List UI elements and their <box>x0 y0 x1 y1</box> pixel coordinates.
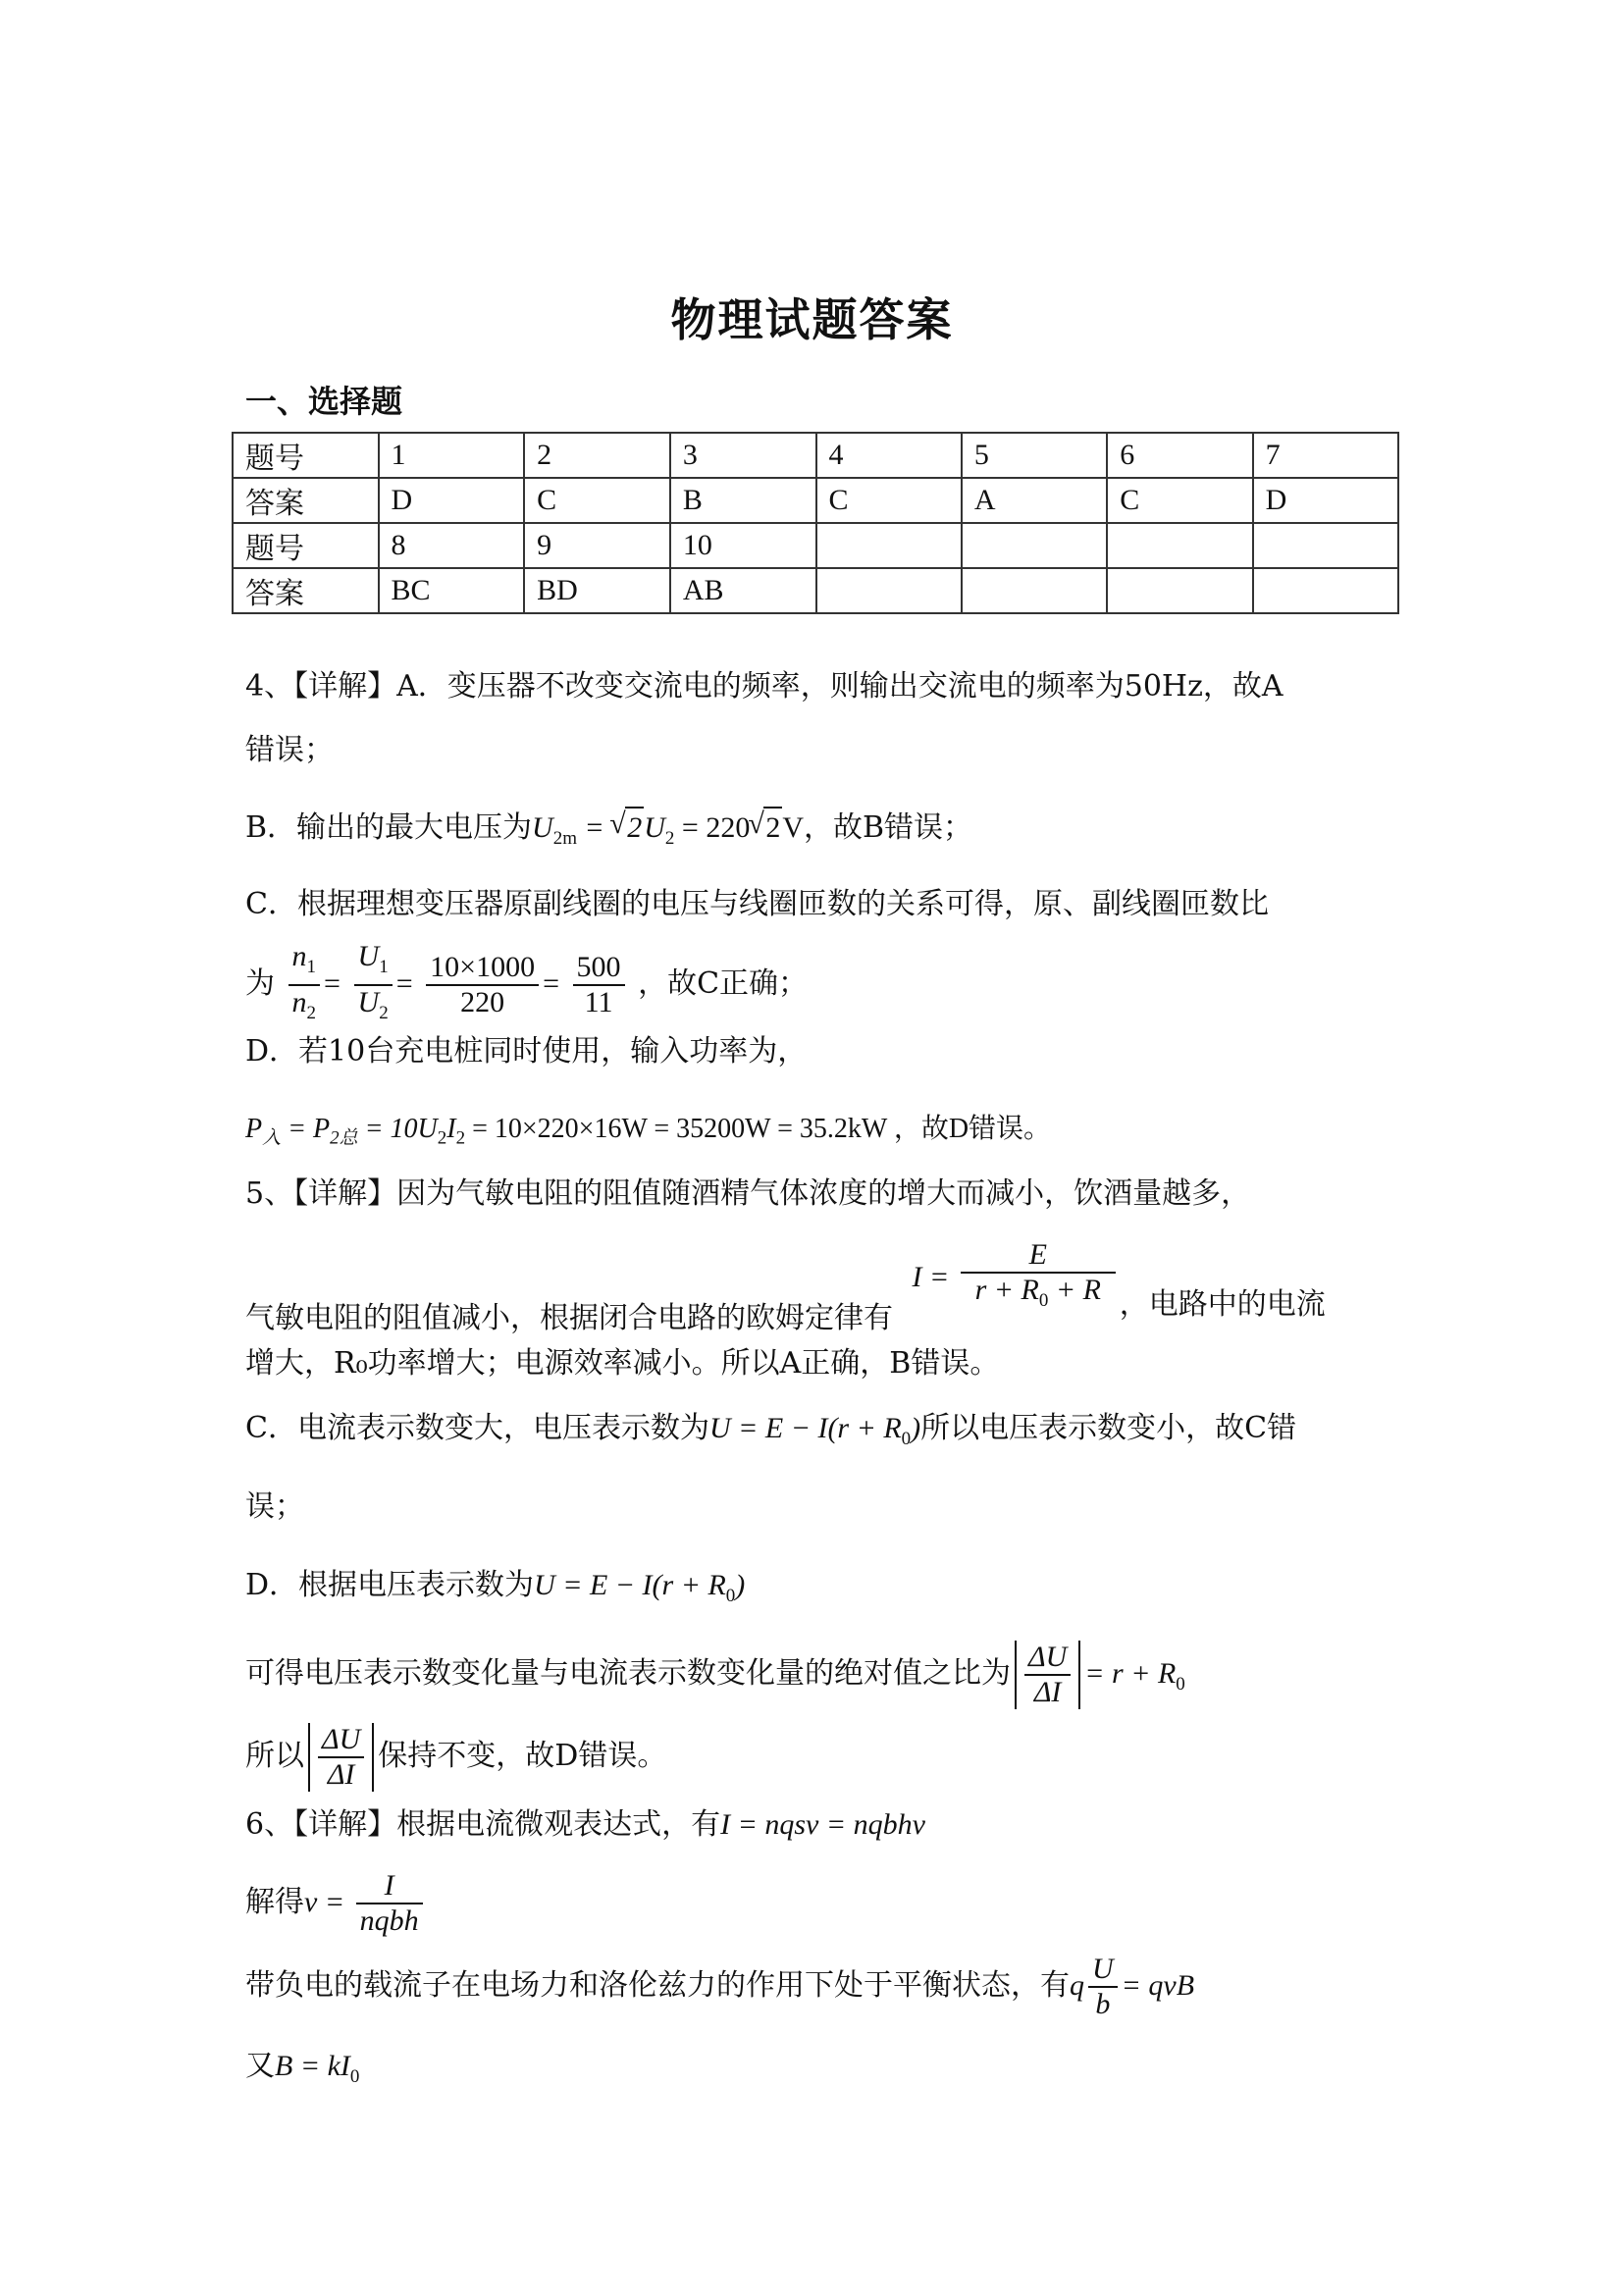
table-cell: BC <box>379 568 525 613</box>
q4-d2: $P_入 = P_{2总} = 10U_2I_2 = 10\times 220\times 16W = 35200W = 35.2kW$ ，故D错误。 <box>245 1114 1052 1149</box>
table-cell: 1 <box>379 433 525 478</box>
q5-f: 所以 $\frac{\Delta U}{\Delta I}$ 保持不变，故D错误。 <box>245 1723 667 1791</box>
table-cell: D <box>1253 478 1398 523</box>
table-cell <box>1107 523 1252 568</box>
q5-c: C．电流表示数变大，电压表示数为$U = E - I(r + R_0)$所以电压表示数变小，故C错 <box>245 1411 1297 1449</box>
q6-balance: 带负电的载流子在电场力和洛伦兹力的作用下处于平衡状态，有q $\frac{U}{b}$ = qvB <box>245 1953 1195 2020</box>
q6-line1: 6、【详解】根据电流微观表达式，有I = nqsv = nqbhv <box>245 1807 925 1842</box>
table-cell: C <box>1107 478 1252 523</box>
table-cell <box>1253 523 1398 568</box>
table-row <box>233 433 1398 478</box>
table-cell: 3 <box>670 433 816 478</box>
table-cell: AB <box>670 568 816 613</box>
q5-line2: 气敏电阻的阻值减小，根据闭合电路的欧姆定律有 I = $\frac{E}{r + R_0 + R}$ ，电路中的电流 <box>245 1238 1326 1335</box>
table-row-header: 答案 <box>233 478 379 523</box>
q4-line1: 4、【详解】A．变压器不改变交流电的频率，则输出交流电的频率为50Hz，故A <box>245 669 1283 704</box>
table-row <box>233 568 1398 613</box>
q5-c2: 误； <box>245 1489 304 1524</box>
q4-b: B．输出的最大电压为$U_{2m}$ = √ $2U_2 = 220√$ 2V，故B错误； <box>245 807 972 859</box>
table-cell: C <box>816 478 962 523</box>
q4-line2: 错误； <box>245 733 334 767</box>
answer-table <box>232 432 1399 614</box>
table-row-header: 答案 <box>233 568 379 613</box>
table-cell: 6 <box>1107 433 1252 478</box>
table-cell: 8 <box>379 523 525 568</box>
table-cell: 4 <box>816 433 962 478</box>
table-cell: 10 <box>670 523 816 568</box>
table-row-header: 题号 <box>233 523 379 568</box>
table-cell: B <box>670 478 816 523</box>
table-cell: BD <box>524 568 670 613</box>
table-cell: 5 <box>962 433 1107 478</box>
table-cell: D <box>379 478 525 523</box>
q4-c2: 为 $\frac{n_1}{n_2}$ = $\frac{U_1}{U_2}$ = $\frac{10\times 1000}{220}$ = $\frac{500}{11}$ ，故C正确； <box>245 940 809 1023</box>
q5-d: D．根据电压表示数为$U = E - I(r + R_0)$ <box>245 1568 746 1606</box>
section-heading: 一、选择题 <box>245 383 403 420</box>
table-cell: C <box>524 478 670 523</box>
table-cell <box>962 523 1107 568</box>
q6-b: 又$B = kI_0$ <box>245 2049 360 2087</box>
table-row-header: 题号 <box>233 433 379 478</box>
page-title: 物理试题答案 <box>670 293 954 346</box>
q4-c1: C．根据理想变压器原副线圈的电压与线圈匝数的关系可得，原、副线圈匝数比 <box>245 887 1269 921</box>
table-row <box>233 478 1398 523</box>
q5-e: 可得电压表示数变化量与电流表示数变化量的绝对值之比为 $\frac{\Delta U}{\Delta I}$ = $r + R_0$ <box>245 1641 1185 1708</box>
table-cell <box>1253 568 1398 613</box>
table-cell: 7 <box>1253 433 1398 478</box>
q5-line1: 5、【详解】因为气敏电阻的阻值随酒精气体浓度的增大而减小，饮酒量越多， <box>245 1176 1251 1211</box>
table-cell: 9 <box>524 523 670 568</box>
table-cell <box>816 523 962 568</box>
table-cell: A <box>962 478 1107 523</box>
q5-line3: 增大，R₀功率增大；电源效率减小。所以A正确，B错误。 <box>245 1346 1000 1381</box>
q6-solve: 解得v = $\frac{I}{\text{nqbh}}$ <box>245 1869 427 1938</box>
q4-d1: D．若10台充电桩同时使用，输入功率为， <box>245 1034 808 1069</box>
table-cell <box>816 568 962 613</box>
table-row <box>233 523 1398 568</box>
table-cell <box>962 568 1107 613</box>
table-cell <box>1107 568 1252 613</box>
table-cell: 2 <box>524 433 670 478</box>
